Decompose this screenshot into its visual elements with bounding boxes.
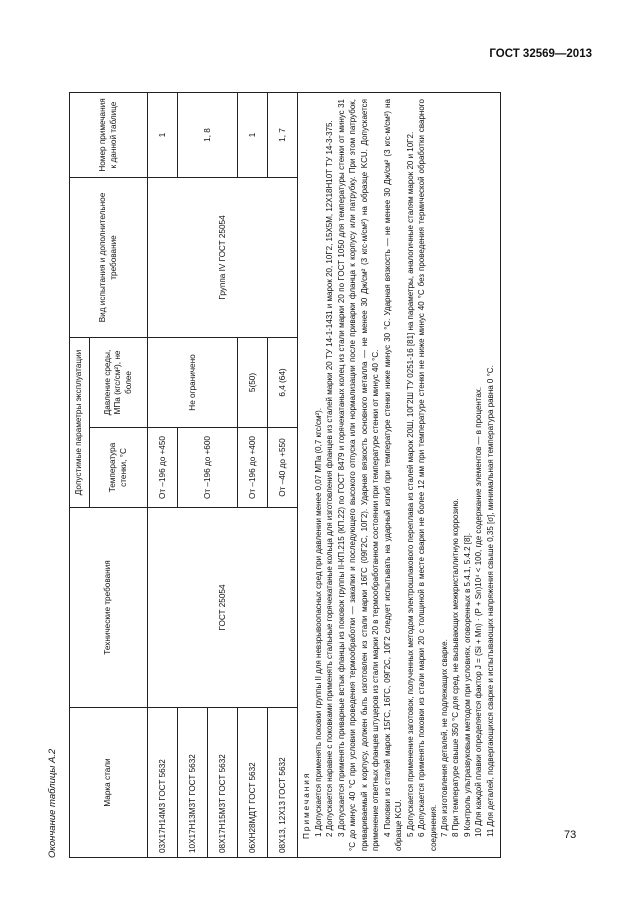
technical-requirements-cell: ГОСТ 25054 bbox=[148, 508, 298, 708]
steel-table bbox=[69, 92, 501, 858]
pressure-cell: Не ограничено bbox=[148, 338, 238, 428]
note-item: 5 Допускается применение заготовок, полученных методом электрошлакового переплава из сталей марок 20Ш, 10Г2Ш ТУ 0251-16 [81] на параметры, аналогичные сталям марок 20 и 10Г2. bbox=[405, 131, 415, 837]
note-item: 8 При температуре свыше 350 °С для сред, не вызывающих межкристаллитную коррозию. bbox=[451, 498, 461, 837]
temperature-cell: От –196 до +400 bbox=[238, 428, 268, 508]
temperature-cell: От –196 до +450 bbox=[148, 428, 178, 508]
steel-grade-cell: 08Х17Н15М3Т ГОСТ 5632 bbox=[208, 708, 238, 858]
document-id: ГОСТ 32569—2013 bbox=[489, 48, 592, 60]
test-type-cell: Группа IV ГОСТ 25054 bbox=[148, 178, 298, 338]
header-test-type: Вид испытания и дополнительное требование bbox=[70, 178, 148, 338]
note-item: 4 Поковки из сталей марок 15ГС, 16ГС, 09Г2С, 10Г2 следует испытывать на ударный изгиб при температуре стенки ниже минус 30 °С. Ударная вязкость — не менее 30 Дж/см² (3 кгс·м/см²) на образце KCU. bbox=[382, 99, 404, 851]
note-item: 6 Допускается применять поковки из стали марки 20 с толщиной в месте сварки не более 12 мм при температуре стенки не ниже минус 40 °С без проведения термической обработки сварного соединения. bbox=[417, 99, 438, 851]
header-wall-temperature: Температура стенки, °С bbox=[90, 428, 148, 508]
steel-grade-cell: 08Х13, 12Х13 ГОСТ 5632 bbox=[268, 708, 298, 858]
steel-grade-cell: 06ХН28МДТ ГОСТ 5632 bbox=[238, 708, 268, 858]
pressure-cell: 5(50) bbox=[238, 338, 268, 428]
note-item: 9 Контроль ультразвуковым методом при условиях, оговоренных в 5.4.1, 5.4.2 [8]. bbox=[462, 533, 472, 837]
note-item: 3 Допускается применять приварные встык фланцы из поковок группы II-КП.215 (КП.22) по ГОСТ 8479 и горячекатаных колец из стали марки 20 по ГОСТ 1050 для температуры стенки от минус 31 °С до минус 40 °С при условии проведения термообработки — закалки и последующего высокого отпуска или нормализации после приварки фланца к корпусу или патрубку. При этом патрубок, привариваемый к корпусу, должен быть изготовлен из стали марки 16ГС (09Г2С, 10Г2). Ударная вязкость основного металла — не менее 30 Дж/см² (3 кгс·м/см²) на образце KCU. Допускается применение ответных фланцев штуцеров из стали марки 20 в термообработанном состоянии при температуре стенки от минус 40 °С. bbox=[336, 99, 381, 851]
temperature-cell: От –196 до +600 bbox=[178, 428, 238, 508]
header-technical-requirements: Технические требования bbox=[70, 508, 148, 708]
note-item: 1 Допускается применять поковки группы II для невзрывоопасных сред при давлении менее 0,07 МПа (0,7 кгс/см²). bbox=[314, 407, 323, 837]
note-number-cell: 1, 8 bbox=[178, 93, 238, 178]
note-item: 2 Допускается наравне с поковками применять стальные горячекатаные кольца для изготовления фланцев из сталей марки 20 ТУ 14-1-1431 и марок 20, 10Г2, 15Х5М, 12Х18Н10Т ТУ 14-3-375. bbox=[325, 120, 335, 837]
table-caption: Окончание таблицы А.2 bbox=[47, 748, 58, 858]
notes-cell bbox=[298, 93, 501, 858]
header-pressure: Давление среды, МПа (кгс/см²), не более bbox=[90, 338, 148, 428]
note-number-cell: 1 bbox=[148, 93, 178, 178]
note-item: 10 Для каждой плавки определяется фактор J = (Si + Mn) · (P + Sn)10⁴ < 100, где содержание элементов — в процентах. bbox=[474, 386, 484, 837]
note-number-cell: 1 bbox=[238, 93, 268, 178]
steel-grade-cell: 03Х17Н14М3 ГОСТ 5632 bbox=[148, 708, 178, 858]
header-steel-grade: Марка стали bbox=[70, 708, 148, 858]
note-item: 7 Для изготовления деталей, не подлежащих сварке. bbox=[439, 639, 449, 837]
header-allowed-parameters: Допустимые параметры эксплуатации bbox=[70, 338, 90, 508]
temperature-cell: От –40 до +550 bbox=[268, 428, 298, 508]
rotated-page-content bbox=[47, 88, 587, 858]
page-number: 73 bbox=[564, 829, 577, 841]
steel-grade-cell: 10Х17Н13М3Т ГОСТ 5632 bbox=[178, 708, 208, 858]
note-item: 11 Для деталей, подвергающихся сварке и испытывающих напряжения свыше 0,35 [σ], минимальная температура равна 0 °С. bbox=[485, 365, 495, 837]
header-note-number: Номер примечания к данной таблице bbox=[70, 93, 148, 178]
pressure-cell: 6,4 (64) bbox=[268, 338, 298, 428]
notes-title: Примечания bbox=[302, 771, 311, 839]
note-number-cell: 1, 7 bbox=[268, 93, 298, 178]
